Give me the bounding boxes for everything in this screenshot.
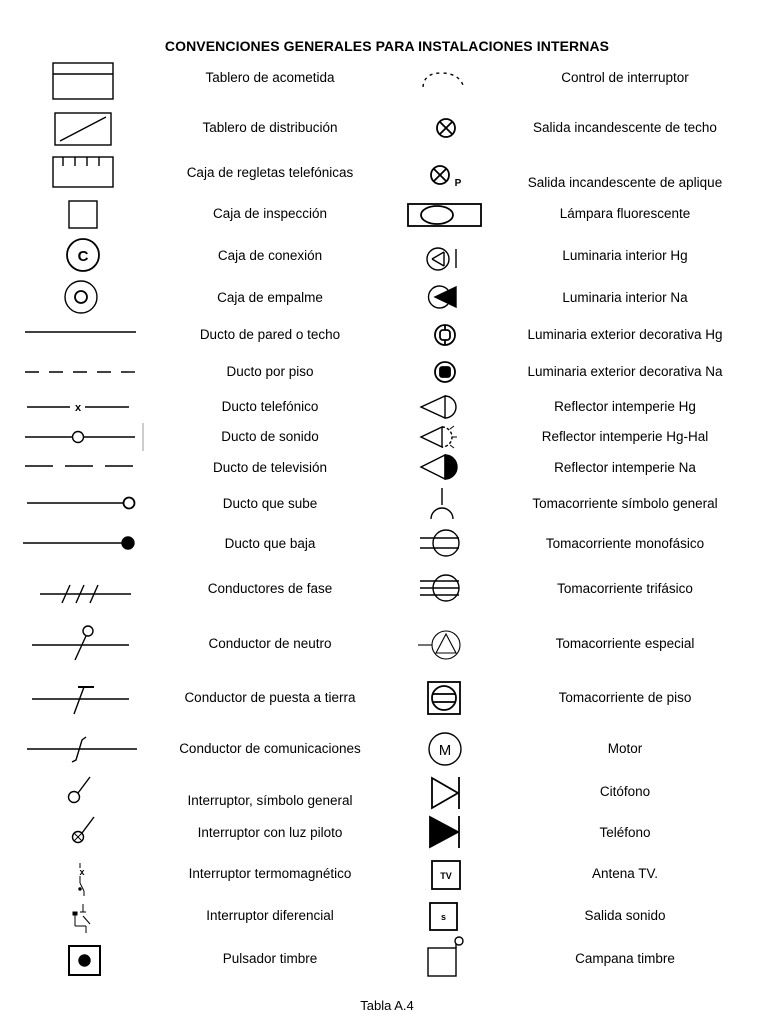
label-ducto-telefonico: Ducto telefónico	[221, 399, 319, 414]
label-telefono: Teléfono	[599, 825, 651, 840]
reflector-hghal-icon	[421, 426, 457, 448]
label-antena-tv: Antena TV.	[591, 866, 659, 881]
caja-inspeccion-icon	[69, 201, 97, 228]
conductor-tierra-icon	[32, 687, 129, 714]
label-conductor-tierra: Conductor de puesta a tierra	[184, 690, 356, 705]
antena-tv-glyph: TV	[440, 871, 452, 881]
luminaria-hg-icon	[427, 248, 456, 270]
ducto-baja-icon	[23, 537, 134, 549]
label-ducto-sube: Ducto que sube	[222, 496, 318, 511]
label-interruptor-termomagnetico: Interruptor termomagnético	[188, 866, 352, 881]
label-interruptor-general: Interruptor, símbolo general	[187, 793, 353, 808]
motor-glyph: M	[438, 742, 452, 759]
label-interruptor-piloto: Interruptor con luz piloto	[197, 825, 343, 840]
tablero-distribucion-icon	[55, 113, 111, 145]
ducto-sonido-icon	[25, 423, 143, 451]
label-tomacorriente-piso: Tomacorriente de piso	[558, 690, 692, 705]
label-caja-conexion: Caja de conexión	[217, 248, 323, 263]
label-ducto-pared: Ducto de pared o techo	[199, 327, 341, 342]
ducto-telefonico-glyph: x	[74, 402, 82, 414]
luminaria-ext-hg-icon	[435, 325, 455, 345]
label-tomacorriente-especial: Tomacorriente especial	[555, 636, 695, 651]
salida-sonido-glyph: s	[440, 912, 447, 922]
campana-timbre-icon	[428, 937, 463, 976]
tomacorriente-piso-icon	[428, 682, 460, 714]
tomacorriente-monofasico-icon	[420, 530, 459, 556]
label-conductor-comunicaciones: Conductor de comunicaciones	[179, 741, 361, 756]
label-tomacorriente-trifasico: Tomacorriente trifásico	[557, 581, 693, 596]
label-tomacorriente-general: Tomacorriente símbolo general	[532, 496, 718, 511]
reflector-na-icon	[421, 455, 457, 479]
label-ducto-television: Ducto de televisión	[212, 460, 328, 475]
label-reflector-na: Reflector intemperie Na	[554, 460, 696, 475]
label-lampara-fluorescente: Lámpara fluorescente	[559, 206, 691, 221]
tomacorriente-general-icon	[431, 488, 453, 519]
label-tablero-acometida: Tablero de acometida	[205, 70, 335, 85]
label-citofono: Citófono	[599, 784, 651, 799]
label-luminaria-ext-hg: Luminaria exterior decorativa Hg	[527, 327, 723, 342]
caja-empalme-icon	[65, 281, 97, 313]
telefono-icon	[430, 816, 459, 848]
interruptor-general-icon	[69, 777, 91, 803]
table-caption: Tabla A.4	[360, 998, 414, 1013]
tomacorriente-trifasico-icon	[420, 575, 459, 601]
label-conductores-fase: Conductores de fase	[207, 581, 333, 596]
label-salida-aplique: Salida incandescente de aplique	[527, 175, 723, 190]
label-reflector-hghal: Reflector intemperie Hg-Hal	[541, 429, 709, 444]
caja-regletas-icon	[53, 157, 113, 187]
luminaria-ext-na-icon	[435, 362, 455, 382]
conductor-comunicaciones-icon	[27, 737, 137, 762]
label-salida-sonido: Salida sonido	[584, 908, 666, 923]
label-reflector-hg: Reflector intemperie Hg	[554, 399, 696, 414]
label-tablero-distribucion: Tablero de distribución	[202, 120, 338, 135]
lampara-fluorescente-icon	[408, 204, 481, 226]
label-ducto-baja: Ducto que baja	[224, 536, 316, 551]
label-caja-inspeccion: Caja de inspección	[212, 206, 328, 221]
tablero-acometida-icon	[53, 63, 113, 99]
salida-aplique-glyph: P	[454, 178, 462, 189]
citofono-icon	[432, 777, 459, 809]
label-tomacorriente-monofasico: Tomacorriente monofásico	[545, 536, 705, 551]
caja-conexion-glyph: C	[77, 248, 89, 265]
tomacorriente-especial-icon	[418, 631, 460, 659]
label-luminaria-hg: Luminaria interior Hg	[562, 248, 688, 263]
salida-aplique-icon	[431, 166, 449, 184]
interruptor-diferencial-icon	[73, 904, 90, 933]
control-interruptor-icon	[423, 73, 464, 88]
label-ducto-sonido: Ducto de sonido	[221, 429, 319, 444]
label-conductor-neutro: Conductor de neutro	[208, 636, 332, 651]
label-luminaria-ext-na: Luminaria exterior decorativa Na	[527, 364, 723, 379]
label-pulsador-timbre: Pulsador timbre	[222, 951, 318, 966]
reflector-hg-icon	[421, 396, 456, 418]
interruptor-termomagnetico-glyph: x	[79, 867, 85, 877]
label-campana-timbre: Campana timbre	[575, 951, 675, 966]
label-luminaria-na: Luminaria interior Na	[562, 290, 688, 305]
label-salida-techo: Salida incandescente de techo	[533, 120, 717, 135]
label-caja-empalme: Caja de empalme	[217, 290, 323, 305]
luminaria-na-icon	[429, 286, 456, 308]
label-caja-regletas: Caja de regletas telefónicas	[186, 165, 354, 180]
salida-techo-icon	[437, 119, 455, 137]
page-title: CONVENCIONES GENERALES PARA INSTALACIONES INTERNAS	[164, 38, 610, 54]
label-interruptor-diferencial: Interruptor diferencial	[206, 908, 334, 923]
label-control-interruptor: Control de interruptor	[561, 70, 689, 85]
ducto-sube-icon	[27, 498, 135, 509]
conductor-neutro-icon	[32, 626, 129, 660]
interruptor-piloto-icon	[73, 817, 95, 843]
pulsador-timbre-icon	[69, 946, 100, 975]
label-ducto-piso: Ducto por piso	[226, 364, 314, 379]
conductores-fase-icon	[40, 585, 131, 603]
label-motor: Motor	[607, 741, 643, 756]
